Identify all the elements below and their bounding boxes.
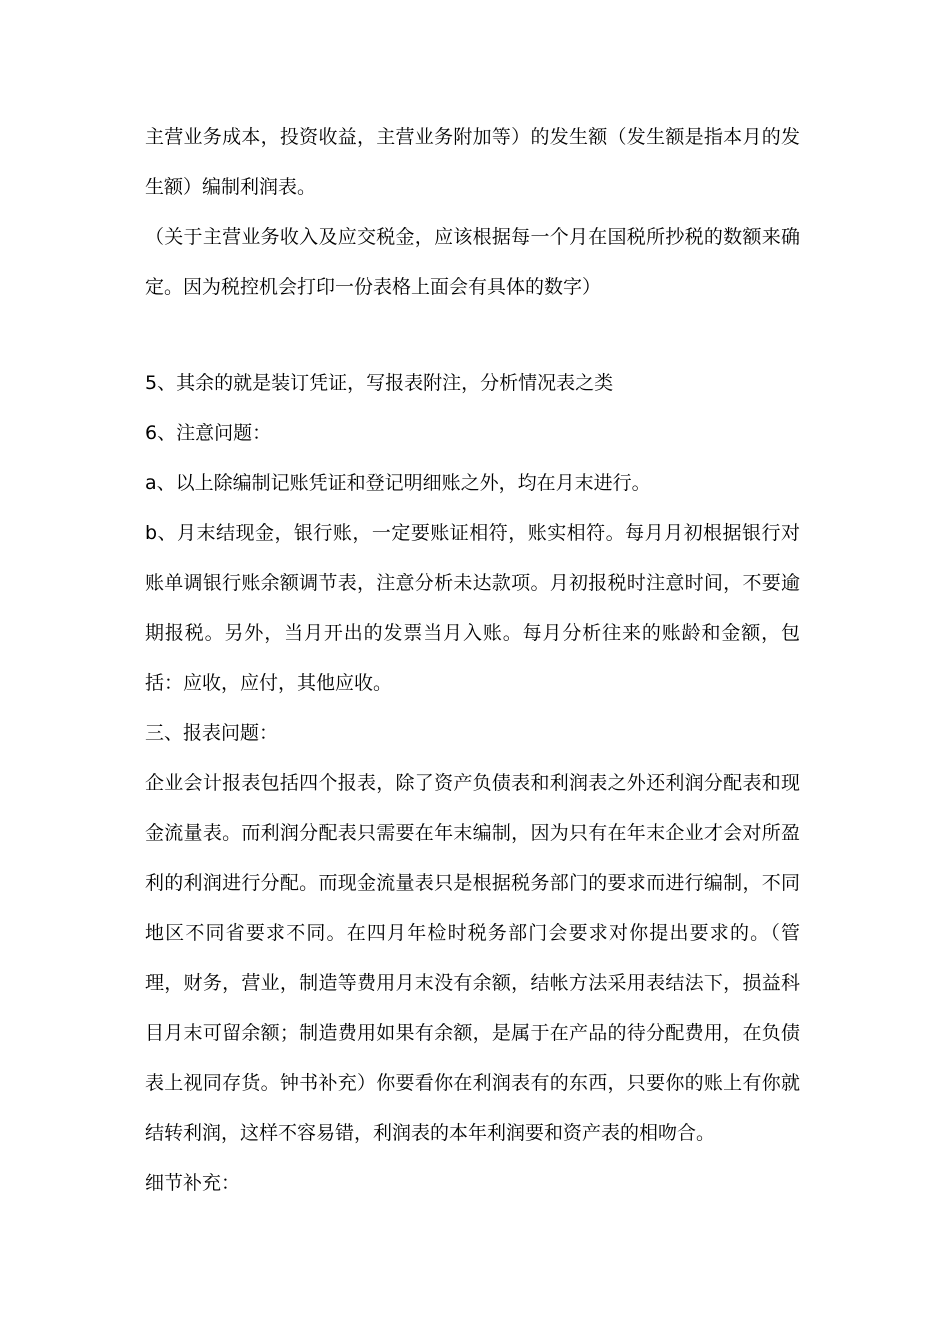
text-line: （关于主营业务收入及应交税金，应该根据每一个月在国税所抄税的数额来确 xyxy=(145,226,800,248)
section-heading-reports xyxy=(145,708,800,758)
text-line: 细节补充： xyxy=(145,1172,241,1194)
text-line: 理，财务，营业，制造等费用月末没有余额，结帐方法采用表结法下，损益科 xyxy=(145,972,800,994)
text-line: 账单调银行账余额调节表，注意分析未达款项。月初报税时注意时间，不要逾 xyxy=(145,572,800,594)
paragraph-item-5 xyxy=(145,358,800,408)
text-line: 5、其余的就是装订凭证，写报表附注，分析情况表之类 xyxy=(145,372,614,394)
text-line: 期报税。另外，当月开出的发票当月入账。每月分析往来的账龄和金额，包 xyxy=(145,622,800,644)
text-line: 企业会计报表包括四个报表，除了资产负债表和利润表之外还利润分配表和现 xyxy=(145,772,800,794)
text-line: 表上视同存货。钟书补充）你要看你在利润表有的东西，只要你的账上有你就 xyxy=(145,1072,800,1094)
text-line: 金流量表。而利润分配表只需要在年末编制，因为只有在年末企业才会对所盈 xyxy=(145,822,800,844)
text-line: 结转利润，这样不容易错，利润表的本年利润要和资产表的相吻合。 xyxy=(145,1122,716,1144)
text-line: b、月末结现金，银行账，一定要账证相符，账实相符。每月月初根据银行对 xyxy=(145,522,800,544)
text-line: 三、报表问题： xyxy=(145,722,279,744)
paragraph-income-statement xyxy=(145,112,800,212)
paragraph-tax-note xyxy=(145,212,800,312)
text-line: 定。因为税控机会打印一份表格上面会有具体的数字） xyxy=(145,276,602,298)
document-body xyxy=(145,112,800,1208)
paragraph-item-a xyxy=(145,458,800,508)
paragraph-reports-body xyxy=(145,758,800,1158)
text-line: a、以上除编制记账凭证和登记明细账之外，均在月末进行。 xyxy=(145,472,651,494)
text-line: 利的利润进行分配。而现金流量表只是根据税务部门的要求而进行编制，不同 xyxy=(145,872,800,894)
text-line: 目月末可留余额；制造费用如果有余额，是属于在产品的待分配费用，在负债 xyxy=(145,1022,800,1044)
text-line: 主营业务成本，投资收益，主营业务附加等）的发生额（发生额是指本月的发 xyxy=(145,126,800,148)
blank-line xyxy=(145,312,800,358)
text-line: 6、注意问题： xyxy=(145,422,272,444)
text-line: 地区不同省要求不同。在四月年检时税务部门会要求对你提出要求的。（管 xyxy=(145,922,800,944)
paragraph-item-b xyxy=(145,508,800,708)
text-line: 生额）编制利润表。 xyxy=(145,176,317,198)
paragraph-item-6-heading xyxy=(145,408,800,458)
paragraph-details-heading xyxy=(145,1158,800,1208)
text-line: 括：应收，应付，其他应收。 xyxy=(145,672,393,694)
